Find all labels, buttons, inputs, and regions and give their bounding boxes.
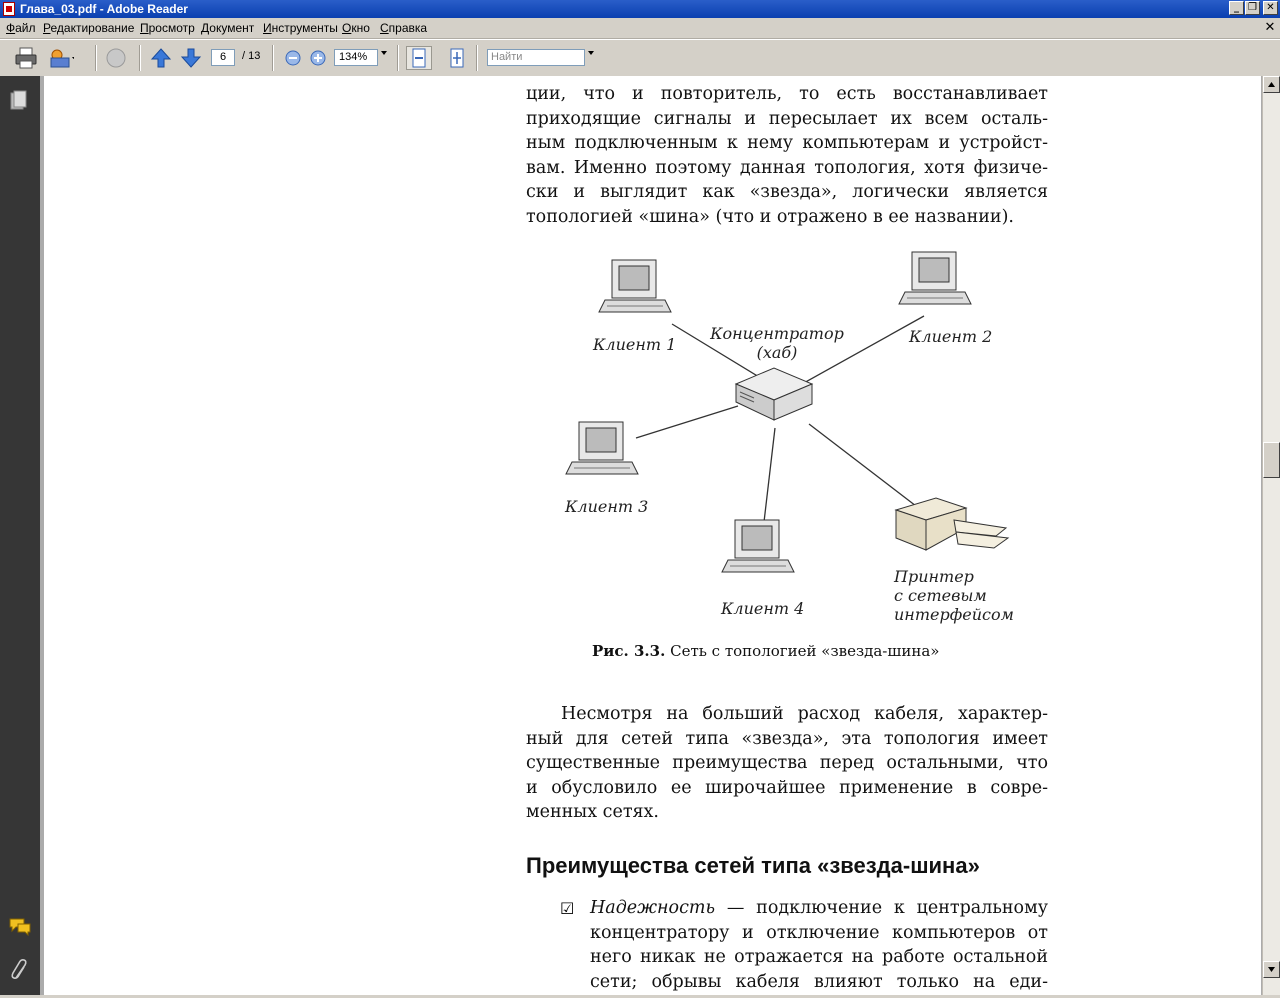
printer-icon bbox=[896, 498, 1008, 550]
document-close-icon[interactable]: ✕ bbox=[1264, 19, 1276, 34]
checkbox-bullet-icon: ☑ bbox=[560, 899, 575, 918]
find-input[interactable]: Найти bbox=[487, 49, 585, 66]
restore-button[interactable]: ❐ bbox=[1245, 1, 1260, 15]
collaborate-icon bbox=[48, 47, 74, 69]
scroll-down-icon bbox=[1264, 962, 1279, 977]
find-dropdown-icon[interactable] bbox=[588, 51, 594, 55]
scroll-up-button[interactable] bbox=[1263, 76, 1280, 93]
client-2-label: Клиент 2 bbox=[909, 327, 993, 346]
minimize-button[interactable]: _ bbox=[1229, 1, 1244, 15]
text-line: ции, что и повторитель, то есть восстанавливает bbox=[526, 84, 1048, 104]
pdf-app-icon bbox=[3, 2, 15, 16]
printer-label-line-1: Принтер bbox=[894, 567, 974, 586]
hub-icon bbox=[736, 368, 812, 420]
text-line: концентратору и отключение компьютеров от bbox=[590, 922, 1048, 943]
menu-help[interactable]: Справка bbox=[380, 21, 428, 35]
next-page-button[interactable] bbox=[178, 46, 204, 70]
printer-label-line-3: интерфейсом bbox=[894, 605, 1014, 624]
page-number-input[interactable]: 6 bbox=[211, 49, 235, 66]
scroll-thumb[interactable] bbox=[1263, 442, 1280, 478]
client-4-label: Клиент 4 bbox=[721, 599, 805, 618]
share-button[interactable] bbox=[48, 46, 74, 70]
client-3-label: Клиент 3 bbox=[565, 497, 649, 516]
text-line: ный для сетей типа «звезда», эта топология имеет bbox=[526, 728, 1048, 749]
previous-page-button[interactable] bbox=[148, 46, 174, 70]
client-3-computer-icon bbox=[566, 422, 638, 474]
network-diagram bbox=[554, 246, 1024, 616]
section-heading: Преимущества сетей типа «звезда-шина» bbox=[526, 853, 980, 878]
text-line: вам. Именно поэтому данная топология, хотя физиче- bbox=[526, 157, 1048, 178]
close-button[interactable]: ✕ bbox=[1263, 1, 1278, 15]
fit-page-icon bbox=[448, 48, 466, 68]
text-line: существенные преимущества перед остальными, что bbox=[526, 753, 1048, 773]
menu-bar bbox=[0, 18, 1280, 39]
menu-edit[interactable]: Редактирование bbox=[43, 21, 135, 35]
scroll-down-button[interactable] bbox=[1263, 961, 1280, 978]
client-1-label: Клиент 1 bbox=[593, 335, 677, 354]
fit-width-button[interactable] bbox=[406, 46, 432, 70]
zoom-in-button[interactable] bbox=[305, 46, 331, 70]
client-2-computer-icon bbox=[899, 252, 971, 304]
navigation-panel bbox=[0, 76, 40, 996]
hub-label-line-1: Концентратор bbox=[710, 324, 844, 343]
text-line: Несмотря на больший расход кабеля, характер- bbox=[561, 704, 1048, 724]
list-term-rest: — подключение к центральному bbox=[715, 898, 1048, 918]
client-4-computer-icon bbox=[722, 520, 794, 572]
paragraph-1 bbox=[526, 82, 1048, 229]
hub-label-line-2: (хаб) bbox=[756, 343, 798, 362]
list-term: Надежность bbox=[590, 898, 716, 918]
zoom-in-icon bbox=[309, 49, 327, 67]
printer-label-line-2: с сетевым bbox=[894, 586, 987, 605]
arrow-up-icon bbox=[150, 47, 172, 69]
caption-text: Сеть с топологией «звезда-шина» bbox=[670, 642, 940, 660]
printer-icon bbox=[14, 47, 38, 69]
printer-label bbox=[894, 567, 1014, 624]
menu-file[interactable]: Файл bbox=[6, 21, 36, 35]
zoom-out-icon bbox=[284, 49, 302, 67]
title-bar bbox=[0, 0, 1280, 18]
text-line bbox=[590, 896, 1048, 921]
page-total: / 13 bbox=[242, 50, 261, 62]
zoom-out-button[interactable] bbox=[280, 46, 306, 70]
attachment-icon[interactable] bbox=[10, 958, 30, 982]
hub-label bbox=[707, 324, 847, 362]
text-line: ски и выглядит как «звезда», логически является bbox=[526, 182, 1048, 202]
fit-width-icon bbox=[410, 48, 428, 68]
caption-number: Рис. 3.3. bbox=[592, 642, 666, 660]
text-line: него никак не отражается на работе остальной bbox=[590, 947, 1048, 967]
text-line: сети; обрывы кабеля влияют только на еди- bbox=[590, 971, 1048, 992]
text-line: топологией «шина» (что и отражено в ее названии). bbox=[526, 206, 1014, 227]
client-1-computer-icon bbox=[599, 260, 671, 312]
text-line: и обусловило ее широчайшее применение в совре- bbox=[526, 777, 1048, 798]
comments-icon[interactable] bbox=[8, 916, 32, 936]
comment-button[interactable] bbox=[103, 46, 129, 70]
menu-tools[interactable]: Инструменты bbox=[263, 21, 338, 35]
globe-icon bbox=[104, 47, 128, 69]
zoom-level-select[interactable]: 134% bbox=[334, 49, 378, 66]
scroll-up-icon bbox=[1264, 77, 1279, 92]
pdf-page bbox=[44, 76, 1261, 996]
arrow-down-icon bbox=[180, 47, 202, 69]
fit-page-button[interactable] bbox=[444, 46, 470, 70]
list-item bbox=[590, 896, 1048, 994]
paragraph-2 bbox=[526, 702, 1048, 825]
text-line: ным подключенным к нему компьютерам и устройст- bbox=[526, 133, 1048, 153]
menu-window[interactable]: Окно bbox=[342, 21, 370, 35]
figure-caption bbox=[592, 642, 939, 660]
menu-document[interactable]: Документ bbox=[201, 21, 255, 35]
menu-view[interactable]: Просмотр bbox=[140, 21, 195, 35]
vertical-scrollbar[interactable] bbox=[1262, 76, 1280, 996]
window-title: Глава_03.pdf - Adobe Reader bbox=[20, 2, 188, 16]
text-line: менных сетях. bbox=[526, 802, 659, 822]
zoom-dropdown-icon[interactable] bbox=[381, 51, 387, 55]
text-line: приходящие сигналы и пересылает их всем осталь- bbox=[526, 108, 1048, 129]
toolbar bbox=[0, 39, 1280, 77]
document-view[interactable] bbox=[40, 76, 1262, 996]
pages-icon[interactable] bbox=[9, 90, 29, 112]
print-button[interactable] bbox=[13, 46, 39, 70]
